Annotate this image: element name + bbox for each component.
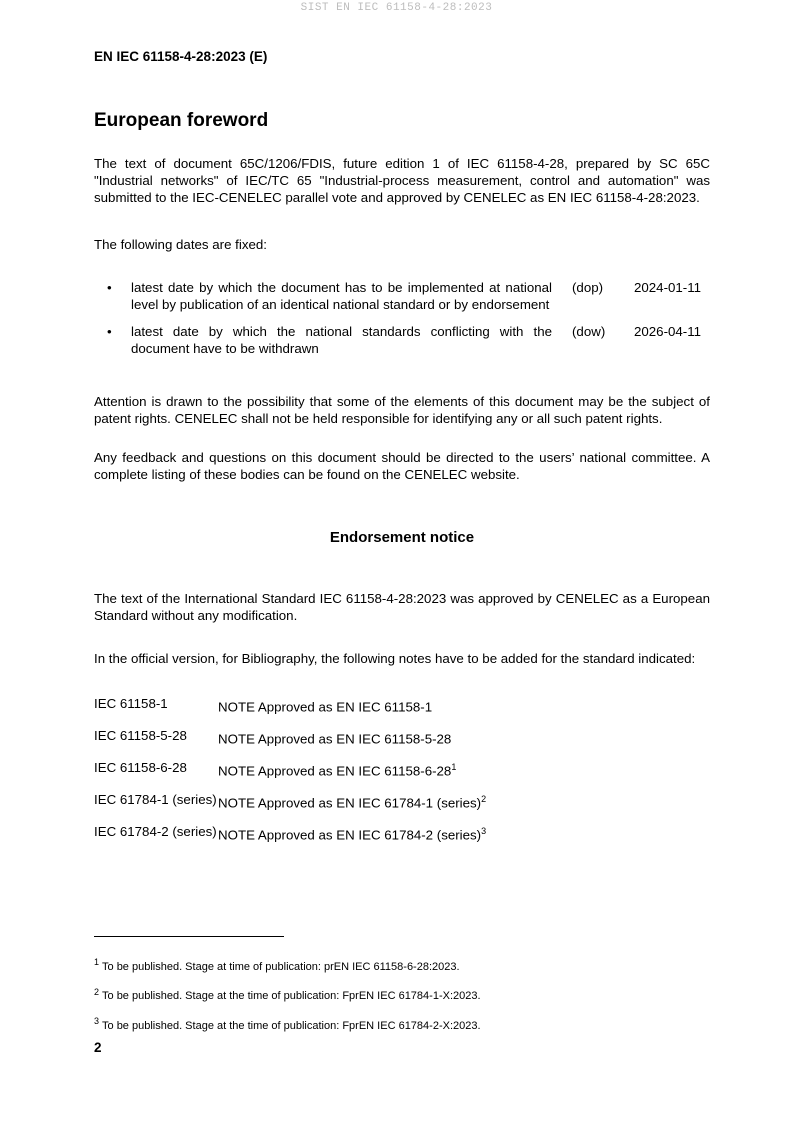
- note-body: NOTE Approved as EN IEC 61784-2 (series): [218, 827, 482, 843]
- note-body: NOTE Approved as EN IEC 61158-5-28: [218, 731, 452, 747]
- dates-intro: The following dates are fixed:: [94, 237, 267, 252]
- note-text: [218, 727, 710, 747]
- footnotes-section: [94, 936, 710, 1044]
- date-row-date: 2026-04-11: [634, 324, 702, 339]
- note-text: [218, 695, 710, 715]
- footnote: [94, 1014, 710, 1033]
- note-body: NOTE Approved as EN IEC 61158-1: [218, 699, 433, 715]
- page-number: 2: [94, 1040, 102, 1055]
- note-text: [218, 791, 710, 811]
- watermark-text: SIST EN IEC 61158-4-28:2023: [300, 2, 493, 14]
- note-text: [218, 823, 710, 843]
- foreword-title: European foreword: [94, 110, 269, 131]
- bibliography-note-row: [94, 727, 710, 747]
- endorsement-paragraph-2: In the official version, for Bibliography, the following notes have to be added for the standard indicated:: [94, 651, 696, 666]
- endorsement-paragraph-1: The text of the International Standard IEC 61158-4-28:2023 was approved by CENELEC as a European Standard without any modification.: [94, 591, 710, 623]
- note-body: NOTE Approved as EN IEC 61784-1 (series): [218, 795, 482, 811]
- date-row-text: latest date by which the national standards conflicting with the document have to be withdrawn: [131, 324, 552, 356]
- standard-id: IEC 61158-1: [94, 696, 168, 711]
- date-row-dop: [94, 279, 710, 313]
- foreword-paragraph-1: The text of document 65C/1206/FDIS, future edition 1 of IEC 61158-4-28, prepared by SC 65C "Industrial networks" of IEC/TC 65 "Industrial-process measurement, control and automation" was submitted to the IEC-CENELEC parallel vote and approved by CENELEC as EN IEC 61158-4-28:2023.: [94, 156, 710, 205]
- footnote-number: 3: [94, 1016, 100, 1027]
- footnote-text: To be published. Stage at time of publication: prEN IEC 61158-6-28:2023.: [102, 960, 460, 973]
- footnote-separator-rule: [94, 936, 284, 937]
- bibliography-note-row: [94, 791, 710, 811]
- feedback-paragraph: Any feedback and questions on this document should be directed to the users’ national committee. A complete listing of these bodies can be found on the CENELEC website.: [94, 450, 710, 482]
- date-row-date: 2024-01-11: [634, 280, 702, 295]
- standard-id: IEC 61158-5-28: [94, 727, 187, 743]
- date-row-dow: [94, 323, 710, 357]
- note-text: [218, 759, 710, 779]
- date-row-code: (dop): [572, 280, 604, 295]
- standard-id: IEC 61158-6-28: [94, 759, 187, 775]
- footnote-text: To be published. Stage at the time of publication: FprEN IEC 61784-2-X:2023.: [102, 1019, 481, 1032]
- footnote: [94, 955, 710, 974]
- footnote-ref: 2: [481, 793, 487, 804]
- footnote-number: 1: [94, 957, 100, 967]
- patent-rights-paragraph: Attention is drawn to the possibility that some of the elements of this document may be the subject of patent rights. CENELEC shall not be held responsible for identifying any or all such patent rights.: [94, 394, 710, 426]
- bibliography-note-row: [94, 695, 710, 715]
- bullet-icon: •: [107, 280, 112, 295]
- date-row-code: (dow): [572, 324, 606, 339]
- footnote-text: To be published. Stage at the time of publication: FprEN IEC 61784-1-X:2023.: [102, 990, 481, 1003]
- date-row-text: latest date by which the document has to be implemented at national level by publication of an identical national standard or by endorsement: [131, 280, 552, 312]
- note-body: NOTE Approved as EN IEC 61158-6-28: [218, 763, 452, 779]
- endorsement-notice-title: Endorsement notice: [329, 529, 475, 546]
- bibliography-note-row: [94, 823, 710, 843]
- bibliography-note-list: [94, 695, 710, 843]
- standard-id: IEC 61784-2 (series): [94, 823, 217, 839]
- footnote-number: 2: [94, 986, 100, 997]
- standard-id: IEC 61784-1 (series): [94, 791, 217, 807]
- footnote: [94, 985, 710, 1004]
- doc-reference: EN IEC 61158-4-28:2023 (E): [94, 49, 268, 64]
- footnote-ref: 1: [451, 761, 457, 772]
- footnote-ref: 3: [481, 825, 487, 836]
- bibliography-note-row: [94, 759, 710, 779]
- bullet-icon: •: [107, 324, 112, 339]
- fixed-dates-list: [94, 279, 710, 357]
